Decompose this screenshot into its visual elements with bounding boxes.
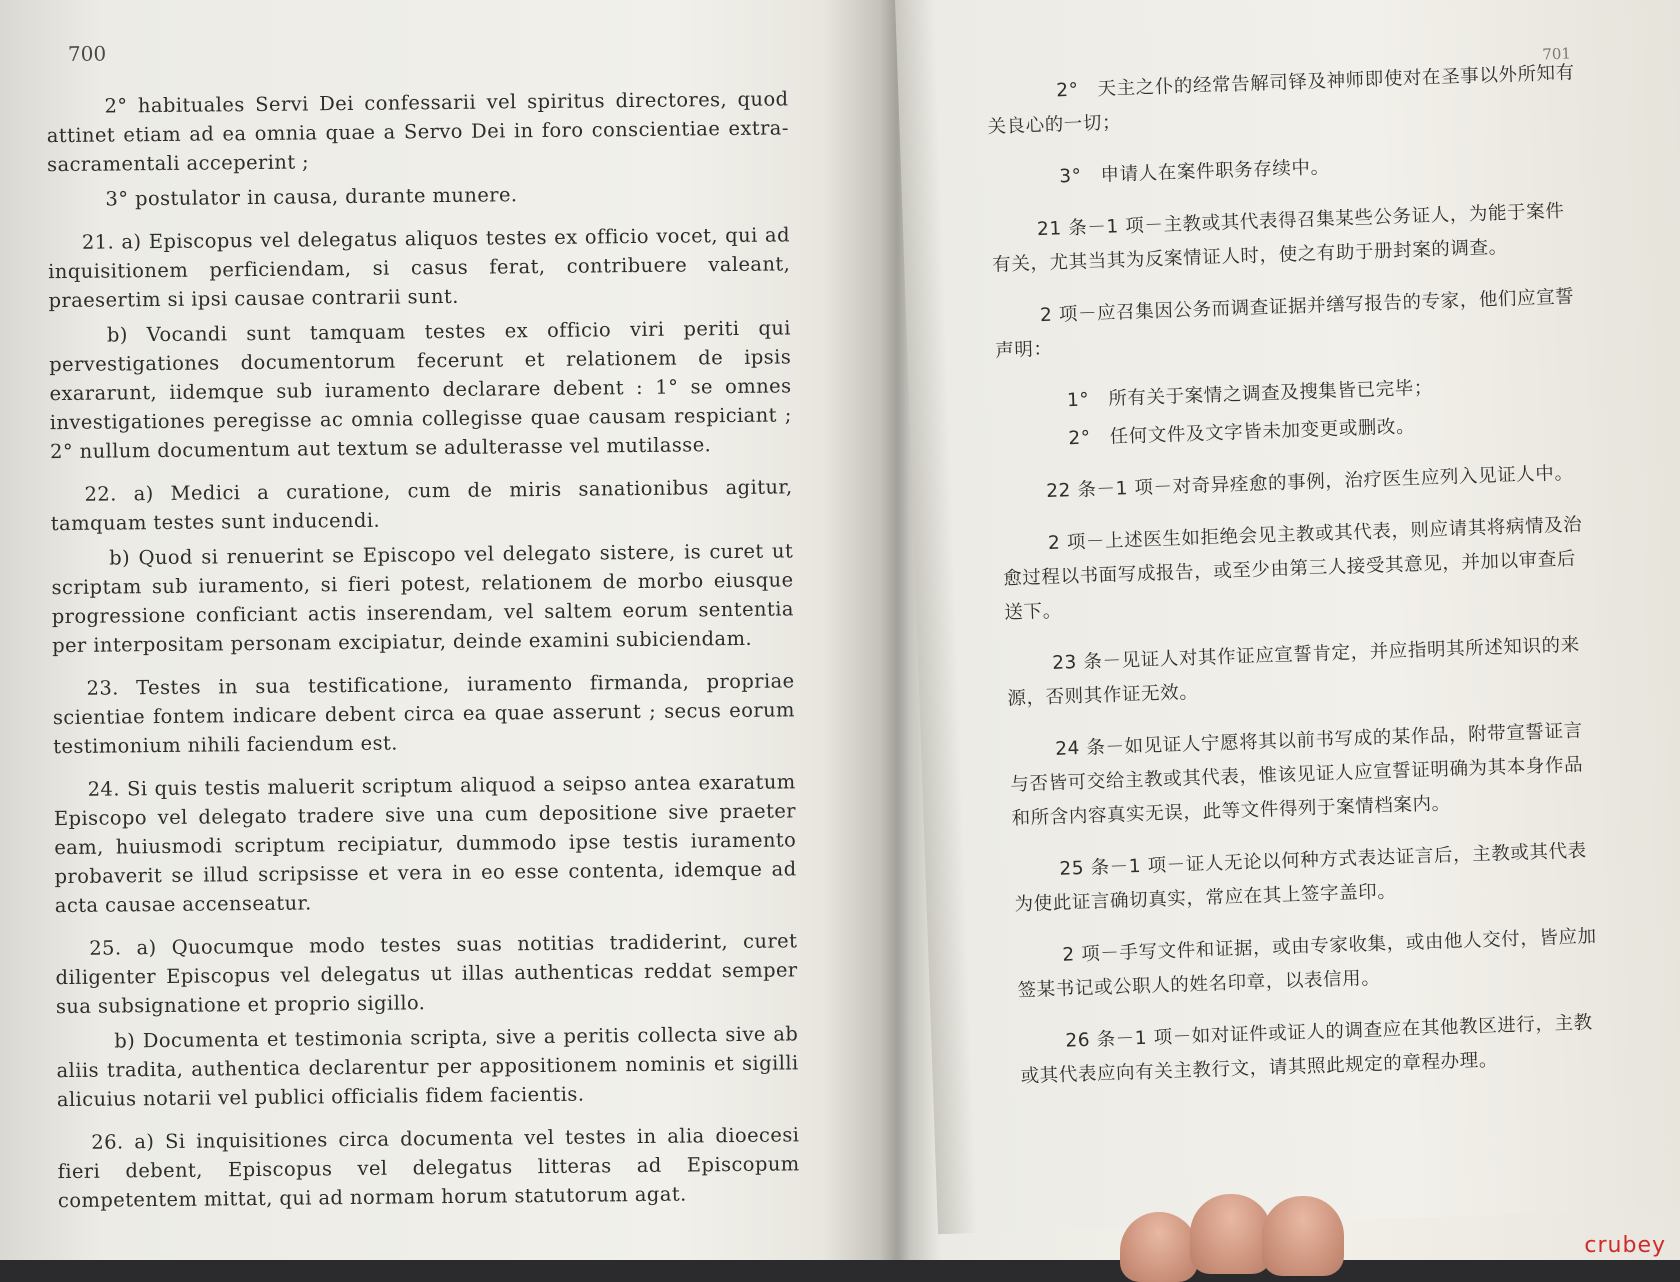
chinese-paragraph: 21 条－1 项－主教或其代表得召集某些公务证人，为能于案件有关，尤其当其为反案情证人时，使之有助于册封案的调查。 — [991, 200, 1565, 276]
finger — [1190, 1194, 1272, 1274]
latin-paragraph: b) Quod si renuerint se Episcopo vel delegato sistere, is curet ut scriptam sub iuramento, si fieri potest, relationem de morbo eiusque progressione conficiant actis inserendam, vel saltem eorum sententia per interpositam personam excipiatur, deinde examini subiciendam. — [51, 539, 794, 658]
latin-paragraph: 21. a) Episcopus vel delegatus aliquos testes ex officio vocet, qui ad inquisitionem perficiendam, si casus ferat, contribuere valeant, praesertim si ipsi causae contrarii sunt. — [48, 223, 791, 313]
finger — [1120, 1212, 1198, 1282]
page-number-left: 700 — [67, 41, 107, 66]
latin-paragraph: 25. a) Quocumque modo testes suas notitias tradiderint, curet diligenter Episcopus vel delegatus ut illas authenticas reddat semper sua subsignatione et proprio sigillo. — [55, 929, 798, 1019]
chinese-text-block — [986, 56, 1612, 1112]
finger — [1262, 1196, 1344, 1276]
chinese-paragraph: 26 条－1 项－如对证件或证人的调查应在其他教区进行，主教或其代表应向有关主教行文，请其照此规定的章程办理。 — [1020, 1012, 1594, 1088]
latin-paragraph: 26. a) Si inquisitiones circa documenta vel testes in alia dioecesi fieri debent, Episcopus vel delegatus litteras ad Episcopum competentem mittat, qui ad normam horum statutorum agat. — [57, 1123, 800, 1213]
latin-paragraph: 22. a) Medici a curatione, cum de miris sanationibus agitur, tamquam testes sunt inducendi. — [50, 475, 793, 536]
chinese-paragraph: 23 条－见证人对其作证应宣誓肯定，并应指明其所述知识的来源，否则其作证无效。 — [1007, 634, 1581, 710]
chinese-paragraph: 2 项－应召集因公务而调查证据并缮写报告的专家，他们应宣誓声明： — [994, 286, 1575, 362]
chinese-paragraph: 2 项－上述医生如拒绝会见主教或其代表，则应请其将病情及治愈过程以书面写成报告，或至少由第三人接受其意见，并加以审查后送下。 — [1002, 514, 1583, 624]
chinese-list-item: 1° 所有关于案情之调查及搜集皆已完毕； — [1066, 377, 1434, 412]
chinese-paragraph: 22 条－1 项－对奇异痊愈的事例，治疗医生应列入见证人中。 — [1045, 462, 1574, 503]
chinese-list-item: 2° 任何文件及文字皆未加变更或删改。 — [1068, 416, 1416, 450]
latin-paragraph: b) Vocandi sunt tamquam testes ex officio viri periti qui pervestigationes documentorum fecerunt et relationem de ipsis exararunt, iidemque sub iuramento declarare debent : 1° se omnes investigationes peregisse ac omnia collegisse quae causam respiciant ; 2° nullum documentum aut textum se adulterasse vel mutilasse. — [49, 316, 792, 464]
watermark-text: crubey — [1584, 1233, 1666, 1258]
chinese-paragraph: 2° 天主之仆的经常告解司铎及神师即使对在圣事以外所知有关良心的一切； — [987, 62, 1576, 138]
latin-paragraph: 2° habituales Servi Dei confessarii vel spiritus directores, quod attinet etiam ad ea omnia quae a Servo Dei in foro conscientiae extra-sacramentali acceperint ; — [46, 87, 789, 177]
page-number-right: 701 — [1541, 44, 1572, 64]
chinese-paragraph: 3° 申请人在案件职务存续中。 — [1058, 156, 1331, 188]
latin-text-block — [46, 84, 800, 1229]
chinese-paragraph: 25 条－1 项－证人无论以何种方式表达证言后，主教或其代表为使此证言确切真实，常应在其上签字盖印。 — [1014, 840, 1588, 916]
right-page — [895, 0, 1680, 1234]
latin-paragraph: 3° postulator in causa, durante munere. — [105, 183, 518, 211]
latin-paragraph: 24. Si quis testis maluerit scriptum aliquod a seipso antea exaratum Episcopo vel delegato tradere sive una cum depositione sive praeter eam, huiusmodi scriptum recipiatur, dummodo ipse testis iuramento probaverit se illud scripsisse et vera in eo esse contenta, idemque ad acta causae accenseatur. — [53, 770, 797, 918]
latin-paragraph: b) Documenta et testimonia scripta, sive a peritis collecta sive ab aliis tradita, authentica declarentur per appositionem nominis et sigilli alicuius notarii vel publici officialis fidem facientis. — [56, 1022, 799, 1112]
chinese-paragraph: 24 条－如见证人宁愿将其以前书写成的某作品，附带宣誓证言与否皆可交给主教或其代表，惟该见证人应宣誓证明确为其本身作品和所含内容真实无误，此等文件得列于案情档案内。 — [1010, 720, 1584, 830]
chinese-paragraph: 2 项－手写文件和证据，或由专家收集，或由他人交付，皆应加签某书记或公职人的姓名印章，以表信用。 — [1017, 926, 1598, 1002]
latin-paragraph: 23. Testes in sua testificatione, iuramento firmanda, propriae scientiae fontem indicare debent circa ea quae asserunt ; secus eorum testimonium nihili faciendum est. — [52, 669, 795, 759]
hand-fingers — [1120, 1190, 1360, 1270]
